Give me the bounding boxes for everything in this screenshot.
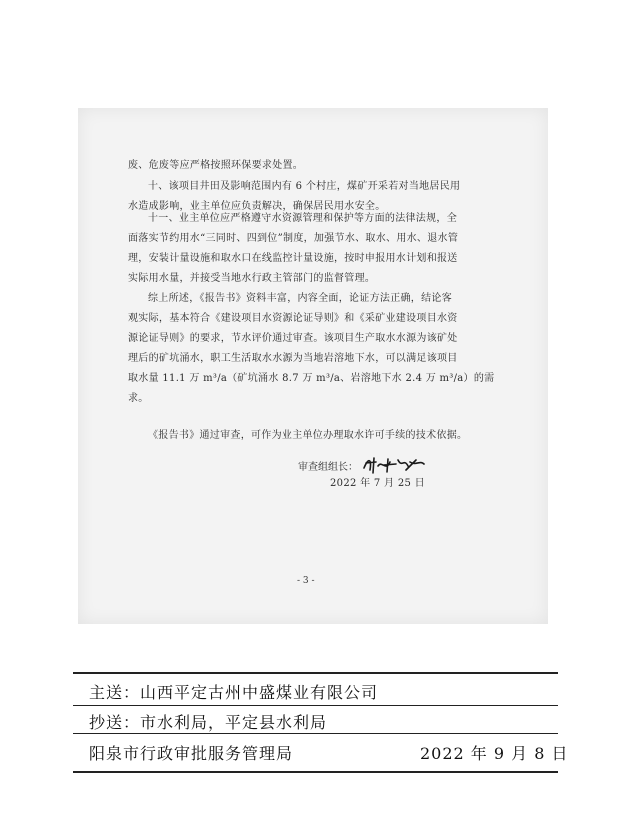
copy-recipients: 抄送：市水利局，平定县水利局 (89, 713, 328, 732)
scan-line: 求。 (128, 393, 149, 404)
signature-row (298, 454, 428, 476)
page-number: - 3 - (297, 576, 315, 586)
issue-date: 2022 年 9 月 8 日 (420, 744, 569, 763)
scan-line: 《报告书》通过审查，可作为业主单位办理取水许可手续的技术依据。 (148, 430, 468, 441)
scan-paragraph-conclusion (128, 429, 508, 449)
scan-line: 取水量 11.1 万 m³/a（矿坑涌水 8.7 万 m³/a、岩溶地下水 2.4 万 m³/a）的需 (128, 373, 495, 384)
issuing-authority: 阳泉市行政审批服务管理局 (89, 744, 294, 763)
scan-line: 综上所述，《报告书》资料丰富，内容全面，论证方法正确，结论客 (148, 293, 452, 304)
scan-line: 观实际，基本符合《建设项目水资源论证导则》和《采矿业建设项目水资 (128, 313, 458, 324)
scan-line: 十、该项目井田及影响范围内有 6 个村庄，煤矿开采若对当地居民用 (148, 181, 461, 192)
scan-line: 理，安装计量设施和取水口在线监控计量设施，按时申报用水计划和报送 (128, 253, 458, 264)
scan-line: 废、危废等应严格按照环保要求处置。 (128, 160, 304, 171)
signer-label: 审查组组长： (298, 461, 358, 473)
divider (73, 733, 558, 734)
scan-paragraph-summary (128, 292, 508, 412)
scan-line: 水造成影响，业主单位应负责解决，确保居民用水安全。 (128, 201, 386, 212)
divider (73, 705, 558, 706)
handwritten-signature (360, 454, 428, 476)
divider-bottom (73, 771, 558, 773)
scan-line: 面落实节约用水“三同时、四到位”制度，加强节水、取水、用水、退水管 (128, 233, 459, 244)
scan-line: 源论证导则》的要求，节水评价通过审查。该项目生产取水水源为该矿处 (128, 333, 458, 344)
divider-top (73, 672, 558, 674)
scan-paragraph-eleven (128, 212, 508, 292)
sign-date: 2022 年 7 月 25 日 (330, 478, 425, 489)
main-recipient: 主送：山西平定古州中盛煤业有限公司 (89, 683, 379, 702)
scan-paragraph-continuation (128, 159, 508, 179)
scan-line: 实际用水量，并接受当地水行政主管部门的监督管理。 (128, 273, 376, 284)
scan-line: 十一、业主单位应严格遵守水资源管理和保护等方面的法律法规，全 (148, 213, 457, 224)
scan-line: 理后的矿坑涌水，职工生活取水水源为当地岩溶地下水，可以满足该项目 (128, 353, 458, 364)
